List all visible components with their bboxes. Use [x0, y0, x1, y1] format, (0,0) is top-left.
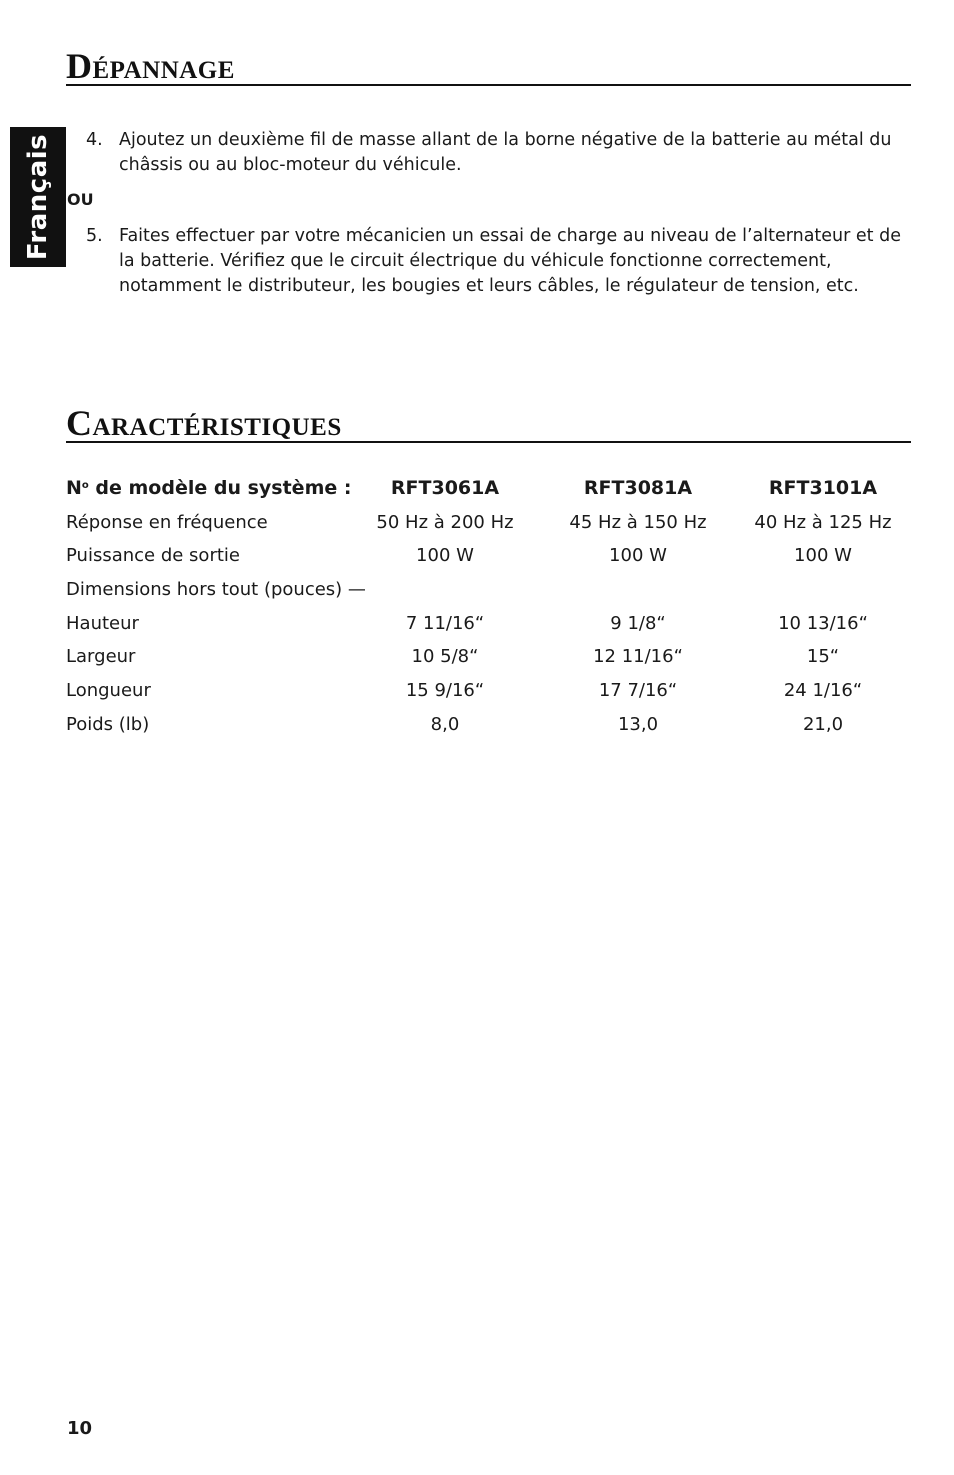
spec-value: 15“	[806, 646, 840, 667]
spec-label: Largeur	[66, 646, 136, 667]
spec-label: Puissance de sortie	[66, 545, 240, 566]
spec-value: 10 5/8“	[411, 646, 479, 667]
title-rule-caracteristiques	[66, 441, 911, 443]
spec-value: 15 9/16“	[405, 680, 485, 701]
model-number-prefix: N	[66, 477, 82, 499]
spec-label: Hauteur	[66, 613, 139, 634]
spec-row-output-power	[66, 545, 911, 575]
spec-label: Réponse en fréquence	[66, 512, 268, 533]
model-header: RFT3101A	[768, 477, 878, 499]
spec-row-weight	[66, 714, 911, 744]
step-text: Ajoutez un deuxième fil de masse allant de la borne négative de la batterie au métal du châssis ou au bloc-moteur du véhicule.	[119, 130, 892, 175]
language-side-tab	[10, 127, 66, 267]
spec-header-row	[66, 477, 911, 507]
or-label: OU	[67, 190, 94, 209]
troubleshooting-step-5	[66, 224, 906, 299]
spec-row-width	[66, 646, 911, 676]
title-rule-depannage	[66, 84, 911, 86]
spec-value: 7 11/16“	[405, 613, 485, 634]
spec-row-length	[66, 680, 911, 710]
spec-value: 24 1/16“	[783, 680, 863, 701]
model-number-label: de modèle du système :	[88, 477, 352, 499]
troubleshooting-step-4	[66, 128, 906, 178]
spec-value: 9 1/8“	[610, 613, 666, 634]
spec-value: 50 Hz à 200 Hz	[376, 512, 514, 533]
spec-value: 21,0	[802, 714, 844, 735]
spec-label: Dimensions hors tout (pouces) —	[66, 579, 366, 600]
spec-value: 40 Hz à 125 Hz	[754, 512, 892, 533]
spec-value: 45 Hz à 150 Hz	[569, 512, 707, 533]
spec-value: 100 W	[609, 545, 667, 566]
section-title-depannage: Dépannage	[66, 46, 235, 86]
spec-row-height	[66, 613, 911, 643]
spec-row-frequency-response	[66, 512, 911, 542]
step-text: Faites effectuer par votre mécanicien un essai de charge au niveau de l’alternateur et de la batterie. Vérifiez que le circuit électrique du véhicule fonctionne correctement, notamment le distributeur, les bougies et leurs câbles, le régulateur de tension, etc.	[119, 226, 901, 296]
spec-header-label	[66, 477, 351, 499]
spec-value: 10 13/16“	[778, 613, 868, 634]
spec-value: 12 11/16“	[593, 646, 683, 667]
spec-value: 100 W	[794, 545, 852, 566]
step-number: 5.	[86, 226, 103, 246]
step-number: 4.	[86, 130, 103, 150]
model-number-sup: o	[81, 480, 89, 491]
spec-value: 13,0	[617, 714, 659, 735]
section-title-caracteristiques: Caractéristiques	[66, 403, 342, 443]
model-header: RFT3061A	[390, 477, 500, 499]
language-side-tab-label: Français	[23, 133, 53, 261]
model-header: RFT3081A	[583, 477, 693, 499]
spec-value: 8,0	[430, 714, 460, 735]
spec-value: 17 7/16“	[598, 680, 678, 701]
spec-label: Poids (lb)	[66, 714, 150, 735]
page-number: 10	[67, 1418, 93, 1439]
spec-row-dimensions	[66, 579, 911, 609]
spec-value: 100 W	[416, 545, 474, 566]
spec-label: Longueur	[66, 680, 151, 701]
